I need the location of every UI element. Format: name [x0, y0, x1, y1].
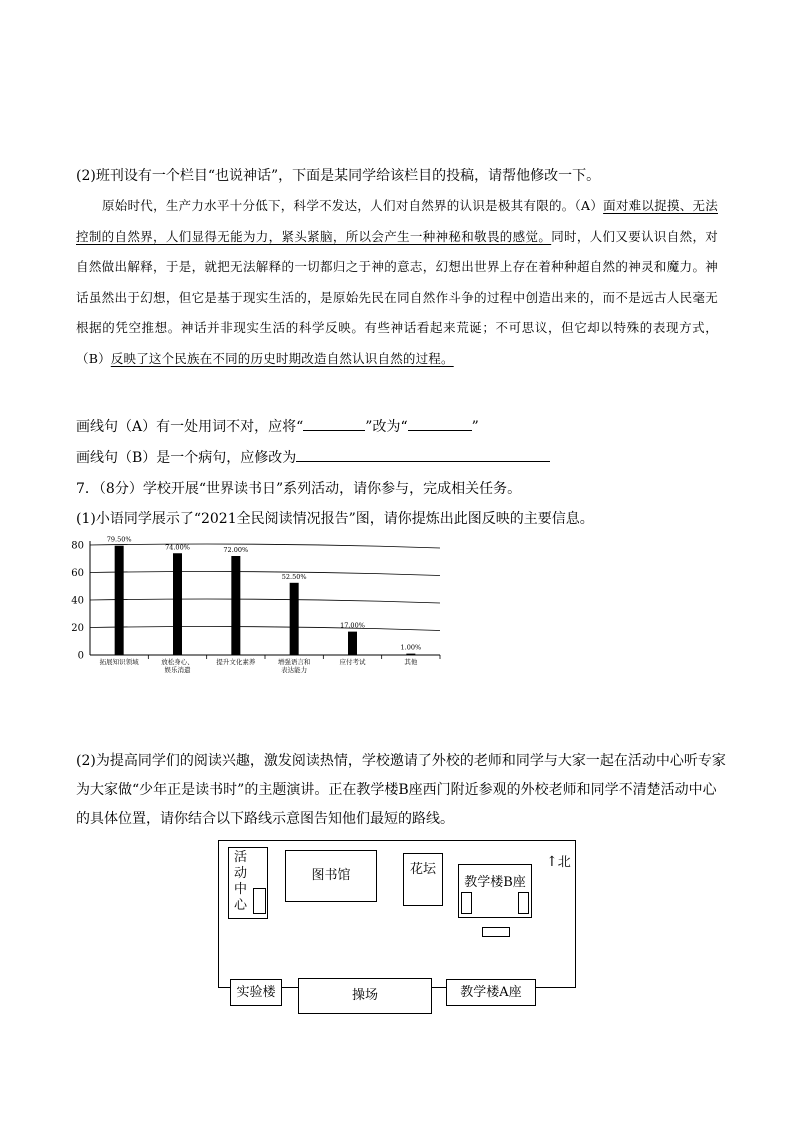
activity-center-label: 活动中心 — [234, 850, 248, 913]
task-b-text: 画线句（B）是一个病句，应修改为 — [76, 450, 297, 466]
bar-value-label: 72.00% — [223, 546, 249, 554]
essay-passage — [76, 191, 718, 374]
task-b-line — [76, 447, 550, 467]
q7-title: 7．（8分）学校开展“世界读书日”系列活动，请你参与，完成相关任务。 — [76, 481, 522, 497]
category-label: 提升文化素养 — [216, 658, 256, 666]
reading-report-chart — [60, 535, 460, 685]
passage-middle: 同时，人们又要认识自然，对自然做出解释，于是，就把无法解释的一切都归之于神的意志，幻想出世界上存在着种种超自然的神灵和魔力。神话虽然出于幻想，但它是基于现实生活的，是原始先民在同自然作斗争的过程中创造出来的，而不是远古人民毫无根据的凭空推想。神话并非现实生活的科学反映。有些神话看起来荒诞；不可思议，但它却以特殊的表现方式， — [76, 228, 718, 335]
gridline — [90, 572, 440, 576]
bar — [231, 556, 240, 655]
mark-b: （B） — [76, 350, 111, 366]
building-a: 教学楼A座 — [446, 979, 536, 1006]
north-indicator: ↑北 — [546, 854, 571, 870]
library: 图书馆 — [285, 850, 377, 902]
category-label: 其他 — [404, 658, 418, 666]
gridline — [90, 627, 440, 631]
north-label: 北 — [557, 855, 571, 870]
bar — [406, 654, 415, 655]
bar — [290, 583, 299, 655]
bar — [173, 553, 182, 655]
task-a-text-1: 画线句（A）有一处用词不对，应将“ — [76, 419, 304, 435]
q6-2-prompt: (2)班刊设有一个栏目“也说神话”，下面是某同学给该栏目的投稿，请帮他修改一下。 — [76, 168, 601, 184]
activity-center-door — [253, 888, 266, 914]
category-label: 表达能力 — [281, 666, 308, 674]
bar-value-label: 17.00% — [340, 621, 365, 630]
bar-value-label: 52.50% — [281, 572, 307, 581]
y-tick-label: 60 — [71, 568, 84, 579]
q7-sub2-line2: 为大家做“少年正是读书时”的主题演讲。正在教学楼B座西门附近参观的外校老师和同学不清楚活动中心 — [76, 782, 717, 798]
gridline — [90, 599, 440, 603]
q7-sub1: (1)小语同学展示了“2021全民阅读情况报告”图，请你提炼出此图反映的主要信息。 — [76, 511, 594, 527]
category-label: 娱乐消遣 — [164, 666, 191, 674]
underlined-sentence-b: 反映了这个民族在不同的历史时期改造自然认识自然的过程。 — [110, 350, 454, 366]
building-b-east-door — [518, 892, 529, 914]
gridline — [90, 544, 440, 548]
q7-sub2-line1: (2)为提高同学们的阅读兴趣，激发阅读热情，学校邀请了外校的老师和同学与大家一起在活动中心听专家 — [76, 753, 726, 769]
building-b — [458, 864, 532, 918]
answer-blank-a2[interactable] — [408, 416, 472, 431]
category-label: 放松身心、 — [161, 658, 194, 666]
task-a-line — [76, 416, 479, 436]
task-a-text-3: ” — [471, 419, 479, 435]
activity-center — [228, 847, 268, 919]
q7-sub2-line3: 的具体位置，请你结合以下路线示意图告知他们最短的路线。 — [76, 811, 454, 827]
bar-value-label: 79.50% — [106, 535, 132, 544]
building-b-south-marker — [482, 927, 510, 937]
category-label: 拓展知识领域 — [99, 658, 139, 666]
answer-blank-a1[interactable] — [303, 416, 365, 431]
bar — [115, 546, 124, 655]
bar-value-label: 74.00% — [165, 543, 190, 552]
passage-intro: 原始时代，生产力水平十分低下，科学不发达，人们对自然界的认识是极其有限的。 — [102, 198, 575, 213]
y-tick-label: 80 — [71, 540, 84, 552]
building-b-west-door — [461, 892, 472, 914]
underlined-sentence-a: 面对难以捉摸、无法控制的自然界，人们显得无能为力，紧头紧脑，所以会产生一种神秘和敬畏的感觉。 — [76, 198, 718, 244]
answer-blank-b[interactable] — [296, 447, 550, 462]
bar-value-label: 1.00% — [400, 643, 422, 652]
y-tick-label: 40 — [71, 595, 84, 607]
flower-bed: 花坛 — [403, 853, 443, 906]
task-a-text-2: ”改为“ — [365, 419, 408, 435]
y-tick-label: 20 — [71, 623, 84, 634]
bar — [348, 632, 357, 655]
building-b-label: 教学楼B座 — [464, 875, 526, 890]
category-label: 增强语言和 — [277, 658, 311, 666]
mark-a: （A） — [574, 198, 604, 213]
lab-building: 实验楼 — [230, 979, 282, 1006]
y-tick-label: 0 — [77, 650, 84, 662]
playground: 操场 — [298, 978, 432, 1014]
category-label: 应付考试 — [339, 658, 366, 666]
